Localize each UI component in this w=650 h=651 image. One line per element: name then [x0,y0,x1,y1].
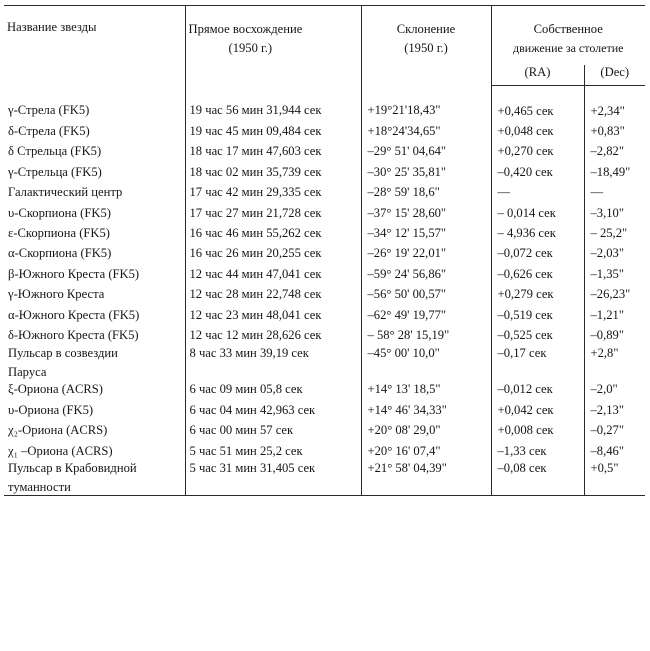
declination-cell [361,380,491,400]
declination-cell [361,121,491,141]
proper-motion-dec-cell [584,461,645,496]
proper-motion-ra-cell [491,305,584,325]
header-right-ascension [185,6,361,86]
proper-motion-dec-cell [584,183,645,203]
proper-motion-dec-cell [584,305,645,325]
proper-motion-dec-text: –3,10" [590,205,624,220]
proper-motion-ra-text: –0,17 сек [497,345,547,360]
proper-motion-ra-text: +0,270 сек [497,144,554,159]
table-row [4,86,645,122]
proper-motion-ra-cell [491,203,584,223]
proper-motion-ra-text: +0,008 сек [497,423,554,438]
declination-cell [361,183,491,203]
header-pm-dec: (Dec) [584,65,645,86]
proper-motion-dec-cell [584,244,645,264]
proper-motion-dec-cell [584,420,645,440]
right-ascension-text: 6 час 04 мин 42,963 сек [189,402,316,417]
right-ascension-cell [185,325,361,345]
proper-motion-ra-cell [491,223,584,243]
header-row [4,6,645,66]
header-dec-line2: (1950 г.) [404,41,448,55]
proper-motion-dec-text: +2,34" [590,103,625,118]
star-name-cell [4,244,185,264]
right-ascension-cell [185,380,361,400]
declination-text: +14° 46' 34,33" [367,402,447,417]
table-row [4,441,645,461]
declination-cell [361,305,491,325]
proper-motion-dec-text: –8,46" [590,443,624,458]
star-name-cell [4,380,185,400]
proper-motion-dec-cell [584,121,645,141]
declination-cell [361,346,491,380]
proper-motion-ra-text: +0,048 сек [497,124,554,139]
table-row [4,380,645,400]
table-row [4,346,645,380]
header-pm-line2: движение за столетие [513,41,624,55]
proper-motion-dec-cell [584,285,645,305]
star-name-cell [4,420,185,440]
table-row [4,264,645,284]
declination-text: –26° 19' 22,01" [367,246,447,261]
declination-cell [361,142,491,162]
star-name-text: υ-Ориона (FK5) [8,402,94,417]
table-row [4,162,645,182]
declination-cell [361,244,491,264]
declination-text: –56° 50' 00,57" [367,287,447,302]
star-name-text: υ-Скорпиона (FK5) [8,205,111,220]
proper-motion-ra-cell [491,441,584,461]
table-row [4,183,645,203]
star-name-cell [4,223,185,243]
proper-motion-dec-cell [584,162,645,182]
declination-cell [361,285,491,305]
proper-motion-dec-text: –0,89" [590,327,624,342]
right-ascension-cell [185,121,361,141]
star-name-cell [4,305,185,325]
header-proper-motion [491,6,645,66]
star-coordinates-table [4,5,645,496]
star-name-text: δ Стрельца (FK5) [8,144,102,159]
table-row [4,325,645,345]
proper-motion-dec-text: –2,03" [590,246,624,261]
declination-cell [361,400,491,420]
right-ascension-text: 16 час 46 мин 55,262 сек [189,226,322,241]
declination-text: +20° 16' 07,4" [367,443,441,458]
table-row [4,400,645,420]
proper-motion-dec-cell [584,400,645,420]
table-row [4,142,645,162]
proper-motion-dec-text: +2,8" [590,345,619,360]
star-name-text: Пульсар в Крабовидной [8,461,137,476]
declination-cell [361,441,491,461]
declination-cell [361,162,491,182]
star-name-continuation: Паруса [8,364,47,379]
right-ascension-text: 18 час 02 мин 35,739 сек [189,164,322,179]
declination-text: –45° 00' 10,0" [367,345,440,360]
star-name-continuation: туманности [8,480,71,495]
proper-motion-ra-text: +0,279 сек [497,287,554,302]
proper-motion-ra-text: –0,519 сек [497,307,553,322]
right-ascension-cell [185,183,361,203]
proper-motion-ra-cell [491,142,584,162]
proper-motion-ra-text: –0,072 сек [497,246,553,261]
star-name-text: γ-Стрела (FK5) [8,103,90,118]
proper-motion-dec-text: –1,21" [590,307,624,322]
declination-text: +20° 08' 29,0" [367,423,441,438]
right-ascension-text: 5 час 31 мин 31,405 сек [189,461,316,476]
proper-motion-ra-text: — [497,185,511,200]
declination-text: –29° 51' 04,64" [367,144,447,159]
proper-motion-ra-text: –0,420 сек [497,164,553,179]
right-ascension-text: 17 час 42 мин 29,335 сек [189,185,322,200]
proper-motion-ra-text: –0,012 сек [497,382,553,397]
declination-text: –62° 49' 19,77" [367,307,447,322]
declination-text: –34° 12' 15,57" [367,226,447,241]
header-ra-line1: Прямое восхождение [188,22,303,36]
header-star-name-label: Название звезды [7,20,97,34]
proper-motion-dec-text: – 25,2" [590,226,628,241]
proper-motion-dec-text: –2,0" [590,382,618,397]
table-row [4,121,645,141]
star-name-cell [4,285,185,305]
proper-motion-ra-cell [491,162,584,182]
right-ascension-cell [185,203,361,223]
right-ascension-cell [185,264,361,284]
proper-motion-dec-cell [584,223,645,243]
table-row [4,244,645,264]
declination-text: +21° 58' 04,39" [367,461,447,476]
star-name-text: ξ-Ориона (ACRS) [8,382,104,397]
star-name-cell [4,142,185,162]
star-name-text: Галактический центр [8,185,123,200]
proper-motion-ra-cell [491,325,584,345]
proper-motion-dec-text: –2,13" [590,402,624,417]
right-ascension-text: 6 час 09 мин 05,8 сек [189,382,303,397]
header-star-name [4,6,185,86]
proper-motion-ra-text: – 4,936 сек [497,226,556,241]
star-name-cell [4,86,185,122]
right-ascension-cell [185,305,361,325]
proper-motion-ra-cell [491,121,584,141]
right-ascension-text: 5 час 51 мин 25,2 сек [189,443,303,458]
proper-motion-ra-cell [491,346,584,380]
proper-motion-dec-cell [584,264,645,284]
proper-motion-dec-cell [584,203,645,223]
table-body [4,86,645,496]
declination-cell [361,461,491,496]
right-ascension-text: 19 час 45 мин 09,484 сек [189,124,322,139]
table-row [4,420,645,440]
table-row [4,223,645,243]
proper-motion-ra-text: – 0,014 сек [497,205,556,220]
declination-cell [361,86,491,122]
proper-motion-ra-cell [491,380,584,400]
header-ra-line2: (1950 г.) [228,41,273,55]
star-name-cell [4,441,185,461]
star-name-text: δ-Южного Креста (FK5) [8,327,139,342]
proper-motion-dec-text: –2,82" [590,144,624,159]
proper-motion-ra-text: –0,626 сек [497,266,553,281]
right-ascension-cell [185,400,361,420]
declination-text: –59° 24' 56,86" [367,266,447,281]
proper-motion-ra-cell [491,244,584,264]
proper-motion-ra-text: +0,465 сек [497,103,554,118]
right-ascension-text: 18 час 17 мин 47,603 сек [189,144,322,159]
right-ascension-cell [185,441,361,461]
right-ascension-cell [185,346,361,380]
star-name-cell [4,203,185,223]
table-row [4,203,645,223]
declination-cell [361,325,491,345]
star-name-text: χ₁ –Ориона (ACRS) [8,443,113,458]
star-name-text: γ-Стрельца (FK5) [8,164,102,179]
star-name-cell [4,346,185,380]
proper-motion-dec-cell [584,346,645,380]
proper-motion-dec-cell [584,142,645,162]
header-pm-ra: (RA) [491,65,584,86]
declination-cell [361,420,491,440]
star-name-text: δ-Стрела (FK5) [8,124,90,139]
right-ascension-text: 19 час 56 мин 31,944 сек [189,103,322,118]
star-name-cell [4,325,185,345]
right-ascension-text: 12 час 28 мин 22,748 сек [189,287,322,302]
table-row [4,285,645,305]
star-name-cell [4,121,185,141]
star-name-cell [4,183,185,203]
proper-motion-ra-cell [491,183,584,203]
proper-motion-ra-text: +0,042 сек [497,402,554,417]
declination-cell [361,264,491,284]
right-ascension-text: 12 час 12 мин 28,626 сек [189,327,322,342]
star-name-text: χ₂-Ориона (ACRS) [8,423,108,438]
right-ascension-text: 12 час 44 мин 47,041 сек [189,266,322,281]
star-name-cell [4,400,185,420]
declination-text: – 58° 28' 15,19" [367,327,450,342]
proper-motion-dec-text: –18,49" [590,164,631,179]
right-ascension-text: 12 час 23 мин 48,041 сек [189,307,322,322]
star-name-text: γ-Южного Креста [8,287,105,302]
right-ascension-cell [185,420,361,440]
proper-motion-ra-text: –0,08 сек [497,461,547,476]
declination-cell [361,203,491,223]
proper-motion-ra-cell [491,86,584,122]
declination-text: +14° 13' 18,5" [367,382,441,397]
right-ascension-text: 6 час 00 мин 57 сек [189,423,294,438]
declination-cell [361,223,491,243]
star-name-text: Пульсар в созвездии [8,345,118,360]
star-name-cell [4,162,185,182]
proper-motion-ra-text: –0,525 сек [497,327,553,342]
header-dec-line1: Склонение [396,22,456,36]
proper-motion-dec-text: –1,35" [590,266,624,281]
proper-motion-dec-text: — [590,185,604,200]
proper-motion-ra-cell [491,420,584,440]
right-ascension-text: 17 час 27 мин 21,728 сек [189,205,322,220]
right-ascension-cell [185,285,361,305]
star-name-text: ε-Скорпиона (FK5) [8,226,110,241]
right-ascension-cell [185,142,361,162]
declination-text: +18°24'34,65" [367,124,441,139]
proper-motion-dec-cell [584,380,645,400]
proper-motion-dec-text: +0,5" [590,461,619,476]
declination-text: –30° 25' 35,81" [367,164,447,179]
right-ascension-text: 8 час 33 мин 39,19 сек [189,345,309,360]
right-ascension-cell [185,461,361,496]
proper-motion-dec-text: +0,83" [590,124,625,139]
proper-motion-ra-cell [491,264,584,284]
declination-text: –28° 59' 18,6" [367,185,440,200]
right-ascension-text: 16 час 26 мин 20,255 сек [189,246,322,261]
proper-motion-dec-text: –0,27" [590,423,624,438]
proper-motion-dec-cell [584,325,645,345]
star-name-text: β-Южного Креста (FK5) [8,266,140,281]
star-name-text: α-Скорпиона (FK5) [8,246,112,261]
proper-motion-ra-text: –1,33 сек [497,443,547,458]
star-name-text: α-Южного Креста (FK5) [8,307,140,322]
right-ascension-cell [185,86,361,122]
proper-motion-ra-cell [491,400,584,420]
right-ascension-cell [185,244,361,264]
proper-motion-ra-cell [491,461,584,496]
proper-motion-dec-cell [584,86,645,122]
right-ascension-cell [185,162,361,182]
declination-text: –37° 15' 28,60" [367,205,447,220]
table-row [4,461,645,496]
header-pm-line1: Собственное [533,22,603,36]
proper-motion-dec-cell [584,441,645,461]
star-name-cell [4,461,185,496]
proper-motion-ra-cell [491,285,584,305]
proper-motion-dec-text: –26,23" [590,287,631,302]
right-ascension-cell [185,223,361,243]
declination-text: +19°21'18,43" [367,103,441,118]
star-name-cell [4,264,185,284]
table-row [4,305,645,325]
header-declination [361,6,491,86]
